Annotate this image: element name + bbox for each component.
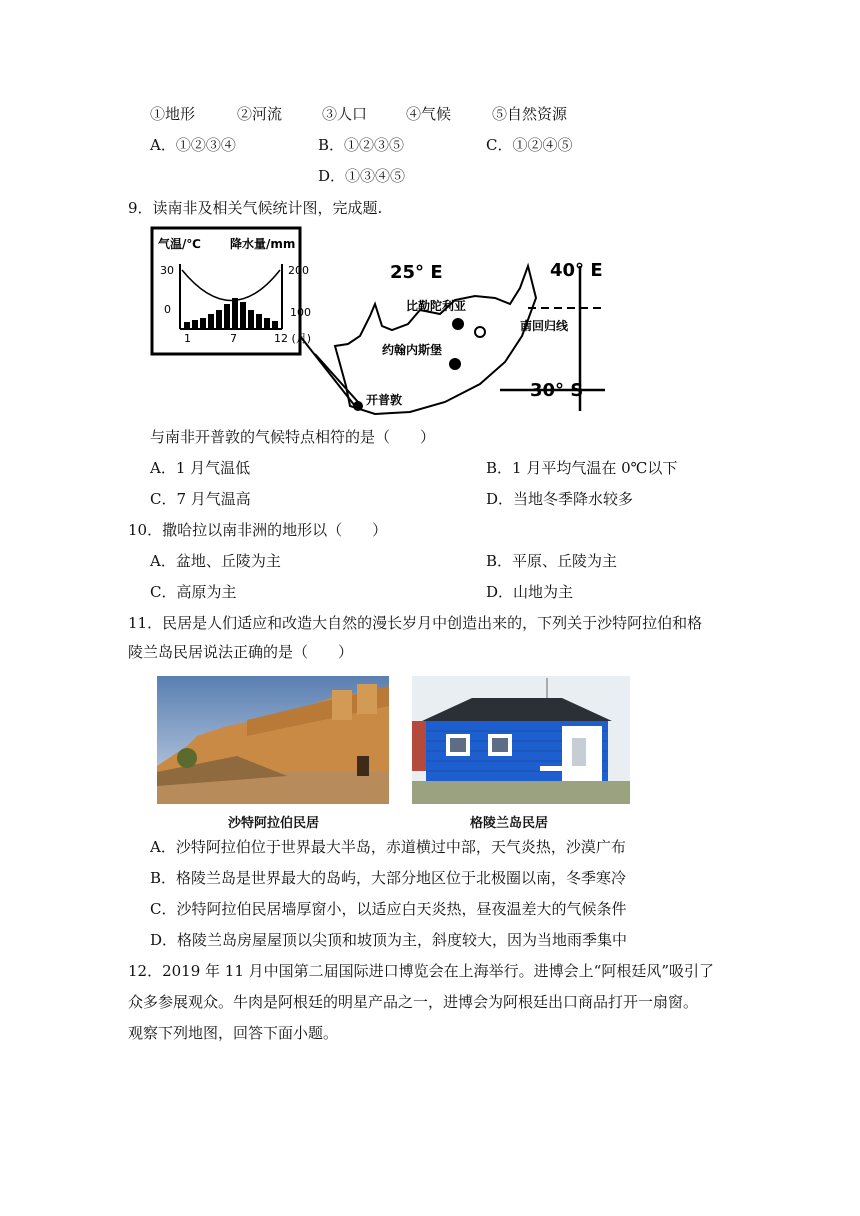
precip-tick-100: 100	[290, 306, 311, 319]
q11-stem-line1: 11．民居是人们适应和改造大自然的漫长岁月中创造出来的，下列关于沙特阿拉伯和格	[128, 614, 703, 632]
q12-line1: 12．2019 年 11 月中国第二届国际进口博览会在上海举行。进博会上“阿根廷风”吸引了	[128, 962, 714, 980]
tropic-label: 南回归线	[520, 319, 569, 333]
q11-option-c[interactable]: C．沙特阿拉伯民居墙厚窗小，以适应白天炎热，昼夜温差大的气候条件	[150, 900, 627, 918]
precip-axis-label: 降水量/mm	[230, 237, 296, 251]
q10-stem: 10．撒哈拉以南非洲的地形以（ ）	[128, 521, 388, 539]
factor-5: ⑤自然资源	[492, 105, 568, 123]
factor-4: ④气候	[406, 105, 452, 123]
factor-3: ③人口	[322, 105, 368, 123]
factor-2: ②河流	[237, 105, 283, 123]
south-africa-map	[150, 226, 610, 416]
q11-option-b[interactable]: B．格陵兰岛是世界最大的岛屿，大部分地区位于北极圈以南，冬季寒冷	[150, 869, 627, 887]
precip-tick-200: 200	[288, 264, 309, 277]
q12-line2: 众多参展观众。牛肉是阿根廷的明星产品之一，进博会为阿根廷出口商品打开一扇窗。	[128, 993, 699, 1011]
greenland-house-photo	[412, 676, 630, 804]
q11-stem-line2: 陵兰岛民居说法正确的是（ ）	[128, 643, 354, 661]
q11-option-d[interactable]: D．格陵兰岛房屋屋顶以尖顶和坡顶为主，斜度较大，因为当地雨季集中	[150, 931, 628, 949]
q8-option-c[interactable]: C．①②④⑤	[486, 136, 573, 154]
q10-option-c[interactable]: C．高原为主	[150, 583, 237, 601]
factor-1: ①地形	[150, 105, 196, 123]
temp-tick-30: 30	[160, 264, 174, 277]
temp-tick-0: 0	[164, 303, 171, 316]
saudi-house-photo	[157, 676, 389, 804]
month-tick-1: 1	[184, 332, 191, 345]
q9-option-b[interactable]: B．1 月平均气温在 0℃以下	[486, 459, 678, 477]
temp-axis-label: 气温/℃	[158, 237, 201, 251]
caption-greenland: 格陵兰岛民居	[470, 816, 549, 831]
longitude-25e: 25° E	[390, 262, 443, 283]
joburg-dot	[452, 318, 464, 330]
month-tick-7: 7	[230, 332, 237, 345]
south-africa-figure	[150, 226, 610, 416]
q8-option-a[interactable]: A．①②③④	[150, 136, 236, 154]
q12-line3: 观察下列地图，回答下面小题。	[128, 1024, 339, 1042]
longitude-40e: 40° E	[550, 260, 603, 281]
q9-option-c[interactable]: C．7 月气温高	[150, 490, 251, 508]
label-capetown: 开普敦	[366, 393, 403, 407]
q10-option-a[interactable]: A．盆地、丘陵为主	[150, 552, 281, 570]
q8-option-d[interactable]: D．①③④⑤	[318, 167, 406, 185]
latitude-30s: 30° S	[530, 380, 584, 401]
q9-option-a[interactable]: A．1 月气温低	[150, 459, 251, 477]
month-tick-12: 12 (月)	[274, 332, 312, 345]
capetown-dot	[353, 401, 363, 411]
q9-option-d[interactable]: D．当地冬季降水较多	[486, 490, 634, 508]
label-pretoria: 比勒陀利亚	[406, 299, 467, 313]
lesotho-region	[449, 358, 461, 370]
q9-question: 与南非开普敦的气候特点相符的是（ ）	[150, 428, 436, 446]
q11-option-a[interactable]: A．沙特阿拉伯位于世界最大半岛，赤道横过中部，天气炎热，沙漠广布	[150, 838, 626, 856]
q10-option-d[interactable]: D．山地为主	[486, 583, 574, 601]
q9-stem: 9．读南非及相关气候统计图，完成题.	[128, 199, 383, 217]
caption-saudi: 沙特阿拉伯民居	[228, 816, 320, 831]
q8-option-b[interactable]: B．①②③⑤	[318, 136, 405, 154]
label-johannesburg: 约翰内斯堡	[382, 343, 443, 357]
q10-option-b[interactable]: B．平原、丘陵为主	[486, 552, 618, 570]
coastline	[335, 266, 536, 414]
